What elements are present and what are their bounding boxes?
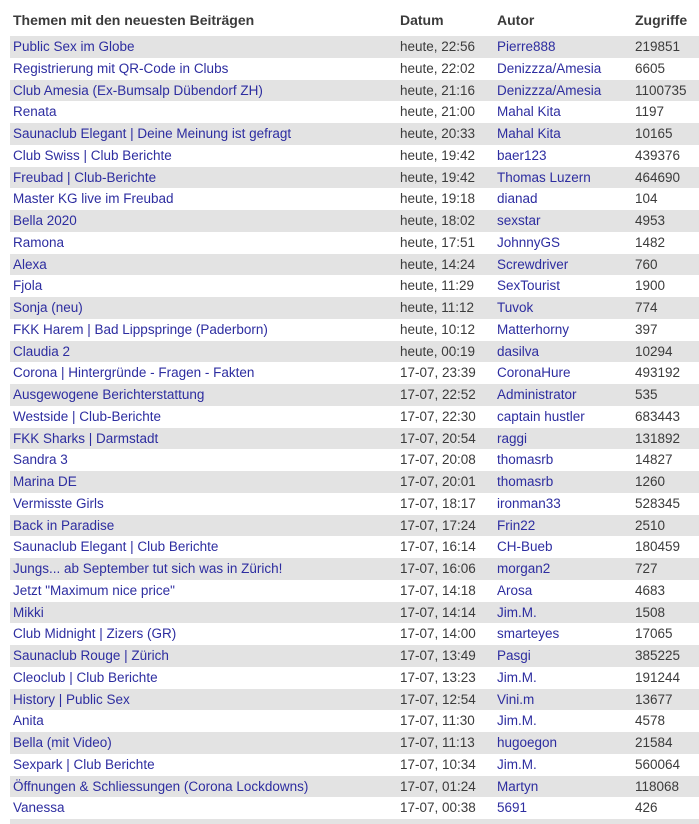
topic-views: 727 xyxy=(635,561,658,576)
topic-link[interactable]: Club Amesia (Ex-Bumsalp Dübendorf ZH) xyxy=(13,82,263,98)
author-link[interactable]: Vini.m xyxy=(497,691,535,707)
topic-views: 683443 xyxy=(635,408,681,424)
topic-link[interactable]: Jungs... ab September tut sich was in Zürich! xyxy=(13,561,283,576)
topic-cell xyxy=(10,580,400,602)
topic-link[interactable]: Public Sex im Globe xyxy=(13,39,135,54)
topic-link[interactable]: Bella (mit Video) xyxy=(13,735,112,750)
column-header-date: Datum xyxy=(400,11,444,28)
author-cell xyxy=(497,341,635,363)
table-row xyxy=(10,710,699,732)
topic-views: 535 xyxy=(635,387,658,402)
topic-cell xyxy=(10,341,400,363)
author-cell xyxy=(497,754,635,776)
topic-link[interactable]: Master KG live im Freubad xyxy=(13,191,174,207)
topic-date: heute, 18:02 xyxy=(400,213,476,228)
author-link[interactable]: CH-Bueb xyxy=(497,539,553,555)
topic-link[interactable]: Registrierung mit QR-Code in Clubs xyxy=(13,60,229,76)
author-cell xyxy=(497,558,635,580)
author-link[interactable]: CoronaHure xyxy=(497,365,571,381)
topic-views: 21584 xyxy=(635,735,673,750)
topic-date: 17-07, 12:54 xyxy=(400,691,476,707)
author-cell xyxy=(497,493,635,515)
topic-cell xyxy=(10,362,400,384)
table-row xyxy=(10,776,699,798)
topic-date: 17-07, 10:34 xyxy=(400,756,476,772)
topic-views: 219851 xyxy=(635,39,681,54)
topic-views: 4578 xyxy=(635,713,666,729)
column-header-author: Autor xyxy=(497,11,535,28)
topic-date: 17-07, 16:14 xyxy=(400,539,476,555)
topic-cell xyxy=(10,493,400,515)
topic-date: 17-07, 18:17 xyxy=(400,495,476,511)
table-row xyxy=(10,341,699,363)
table-row xyxy=(10,297,699,319)
author-link[interactable]: thomasrb xyxy=(497,474,554,489)
author-cell xyxy=(497,602,635,624)
topic-cell xyxy=(10,232,400,254)
table-row xyxy=(10,732,699,754)
author-link[interactable]: ironman33 xyxy=(497,495,561,511)
topic-link[interactable]: Sonja (neu) xyxy=(13,300,83,315)
topic-date: heute, 19:42 xyxy=(400,169,476,185)
topic-views: 10294 xyxy=(635,343,673,359)
topic-cell xyxy=(10,776,400,798)
author-cell xyxy=(497,667,635,689)
topic-views: 14827 xyxy=(635,452,673,468)
author-link[interactable]: Frin22 xyxy=(497,517,536,533)
topic-views: 385225 xyxy=(635,648,681,663)
author-link[interactable]: Arosa xyxy=(497,582,533,598)
author-cell xyxy=(497,623,635,645)
table-row xyxy=(10,493,699,515)
author-link[interactable]: Martyn xyxy=(497,778,539,794)
topic-link[interactable]: Öffnungen & Schliessungen (Corona Lockdowns) xyxy=(13,778,309,794)
topic-views: 4683 xyxy=(635,582,666,598)
topic-date: 17-07, 14:14 xyxy=(400,604,476,620)
topic-cell xyxy=(10,406,400,428)
topic-views: 560064 xyxy=(635,756,681,772)
author-cell xyxy=(497,123,635,145)
author-link[interactable]: hugoegon xyxy=(497,735,558,750)
table-row xyxy=(10,623,699,645)
table-row xyxy=(10,384,699,406)
topic-cell xyxy=(10,558,400,580)
topic-cell xyxy=(10,101,400,123)
author-link[interactable]: Screwdriver xyxy=(497,256,569,272)
topic-date: heute, 22:56 xyxy=(400,39,476,54)
topic-link[interactable]: Sexpark | Club Berichte xyxy=(13,756,155,772)
topic-date: 17-07, 22:52 xyxy=(400,387,476,402)
topic-views: 17065 xyxy=(635,626,673,642)
topic-cell xyxy=(10,536,400,558)
topic-cell xyxy=(10,254,400,276)
topic-date: heute, 11:12 xyxy=(400,300,475,315)
topic-date: 17-07, 20:54 xyxy=(400,430,476,446)
table-row xyxy=(10,210,699,232)
author-cell xyxy=(497,710,635,732)
topic-cell xyxy=(10,797,400,819)
author-link[interactable]: Tuvok xyxy=(497,300,534,315)
topic-cell xyxy=(10,188,400,210)
table-row xyxy=(10,36,699,58)
topic-link[interactable]: Club Swiss | Club Berichte xyxy=(13,147,172,163)
author-cell xyxy=(497,275,635,297)
topic-link[interactable]: Vermisste Girls xyxy=(13,495,104,511)
author-link[interactable]: dianad xyxy=(497,191,538,207)
author-link[interactable]: Thomas Luzern xyxy=(497,169,591,185)
author-link[interactable]: Matterhorny xyxy=(497,321,570,337)
author-link[interactable]: smarteyes xyxy=(497,626,560,642)
author-cell xyxy=(497,515,635,537)
author-link[interactable]: Jim.M. xyxy=(497,669,537,685)
table-row xyxy=(10,797,699,819)
author-cell xyxy=(497,188,635,210)
table-row xyxy=(10,80,699,102)
table-row xyxy=(10,645,699,667)
topic-date: heute, 19:18 xyxy=(400,191,476,207)
table-row xyxy=(10,58,699,80)
topic-views: 191244 xyxy=(635,669,681,685)
topic-date: 17-07, 22:30 xyxy=(400,408,476,424)
topics-table xyxy=(10,0,699,819)
author-link[interactable]: captain hustler xyxy=(497,408,585,424)
topic-views: 4953 xyxy=(635,213,666,228)
table-row xyxy=(10,471,699,493)
topic-link[interactable]: Claudia 2 xyxy=(13,343,71,359)
topic-link[interactable]: Vanessa xyxy=(13,800,65,816)
latest-topics-widget xyxy=(10,0,699,819)
author-cell xyxy=(497,580,635,602)
topic-link[interactable]: FKK Harem | Bad Lippspringe (Paderborn) xyxy=(13,321,268,337)
table-row xyxy=(10,428,699,450)
author-link[interactable]: Denizzza/Amesia xyxy=(497,60,602,76)
author-cell xyxy=(497,36,635,58)
table-row xyxy=(10,167,699,189)
topic-views: 439376 xyxy=(635,147,681,163)
author-cell xyxy=(497,167,635,189)
author-link[interactable]: Jim.M. xyxy=(497,756,537,772)
author-link[interactable]: Mahal Kita xyxy=(497,126,561,141)
topic-link[interactable]: Ramona xyxy=(13,234,65,250)
author-cell xyxy=(497,732,635,754)
topic-cell xyxy=(10,167,400,189)
topic-date: 17-07, 11:13 xyxy=(400,735,475,750)
table-row xyxy=(10,232,699,254)
table-row xyxy=(10,580,699,602)
table-row xyxy=(10,145,699,167)
table-row xyxy=(10,275,699,297)
table-row xyxy=(10,602,699,624)
author-cell xyxy=(497,297,635,319)
table-row xyxy=(10,754,699,776)
author-cell xyxy=(497,776,635,798)
author-link[interactable]: Administrator xyxy=(497,387,577,402)
topic-cell xyxy=(10,449,400,471)
topics-table-body xyxy=(10,36,699,819)
topic-cell xyxy=(10,123,400,145)
table-row xyxy=(10,362,699,384)
table-row xyxy=(10,536,699,558)
author-cell xyxy=(497,471,635,493)
author-link[interactable]: sexstar xyxy=(497,213,541,228)
topic-link[interactable]: Freubad | Club-Berichte xyxy=(13,169,157,185)
author-cell xyxy=(497,428,635,450)
topic-cell xyxy=(10,623,400,645)
topic-cell xyxy=(10,645,400,667)
topic-views: 1100735 xyxy=(635,82,687,98)
column-header-topics: Themen mit den neuesten Beiträgen xyxy=(13,11,255,28)
topic-cell xyxy=(10,710,400,732)
topic-cell xyxy=(10,210,400,232)
topic-date: 17-07, 00:38 xyxy=(400,800,476,816)
topic-views: 464690 xyxy=(635,169,681,185)
topic-date: 17-07, 17:24 xyxy=(400,517,476,533)
author-link[interactable]: Jim.M. xyxy=(497,713,537,729)
topic-cell xyxy=(10,689,400,711)
topic-views: 180459 xyxy=(635,539,681,555)
author-link[interactable]: Pierre888 xyxy=(497,39,556,54)
author-cell xyxy=(497,689,635,711)
author-link[interactable]: dasilva xyxy=(497,343,540,359)
topic-link[interactable]: Marina DE xyxy=(13,474,77,489)
author-cell xyxy=(497,319,635,341)
topic-link[interactable]: Sandra 3 xyxy=(13,452,68,468)
table-row xyxy=(10,101,699,123)
topic-cell xyxy=(10,602,400,624)
topic-views: 131892 xyxy=(635,430,681,446)
topic-date: heute, 10:12 xyxy=(400,321,476,337)
author-link[interactable]: JohnnyGS xyxy=(497,234,561,250)
topic-cell xyxy=(10,297,400,319)
author-cell xyxy=(497,797,635,819)
topic-cell xyxy=(10,428,400,450)
author-link[interactable]: morgan2 xyxy=(497,561,551,576)
topic-views: 493192 xyxy=(635,365,681,381)
topic-views: 2510 xyxy=(635,517,666,533)
topic-cell xyxy=(10,275,400,297)
topic-date: 17-07, 16:06 xyxy=(400,561,476,576)
topic-link[interactable]: Club Midnight | Zizers (GR) xyxy=(13,626,177,642)
author-link[interactable]: SexTourist xyxy=(497,278,561,294)
topic-date: heute, 00:19 xyxy=(400,343,476,359)
topic-link[interactable]: Corona | Hintergründe - Fragen - Fakten xyxy=(13,365,255,381)
table-row xyxy=(10,123,699,145)
topic-date: heute, 14:24 xyxy=(400,256,476,272)
topic-link[interactable]: Fjola xyxy=(13,278,43,294)
topic-date: heute, 20:33 xyxy=(400,126,476,141)
topic-cell xyxy=(10,471,400,493)
table-row xyxy=(10,449,699,471)
author-cell xyxy=(497,232,635,254)
topic-cell xyxy=(10,732,400,754)
topic-link[interactable]: Saunaclub Rouge | Zürich xyxy=(13,648,169,663)
table-header-row xyxy=(10,0,699,36)
table-row xyxy=(10,515,699,537)
topic-date: 17-07, 14:00 xyxy=(400,626,476,642)
topic-link[interactable]: Alexa xyxy=(13,256,47,272)
topic-link[interactable]: Saunaclub Elegant | Deine Meinung ist gefragt xyxy=(13,126,292,141)
topic-views: 13677 xyxy=(635,691,673,707)
table-row xyxy=(10,558,699,580)
topic-link[interactable]: Back in Paradise xyxy=(13,517,115,533)
author-link[interactable]: raggi xyxy=(497,430,528,446)
author-cell xyxy=(497,58,635,80)
topic-views: 1197 xyxy=(635,104,665,120)
table-row xyxy=(10,188,699,210)
author-cell xyxy=(497,645,635,667)
author-link[interactable]: Denizzza/Amesia xyxy=(497,82,602,98)
topic-date: 17-07, 20:01 xyxy=(400,474,476,489)
topic-link[interactable]: History | Public Sex xyxy=(13,691,130,707)
topic-link[interactable]: Mikki xyxy=(13,604,44,620)
topic-cell xyxy=(10,667,400,689)
topic-cell xyxy=(10,384,400,406)
topic-views: 528345 xyxy=(635,495,681,511)
topic-date: heute, 22:02 xyxy=(400,60,476,76)
author-cell xyxy=(497,449,635,471)
author-cell xyxy=(497,536,635,558)
topic-date: 17-07, 11:30 xyxy=(400,713,475,729)
partial-next-row xyxy=(10,819,699,824)
topic-views: 104 xyxy=(635,191,658,207)
author-cell xyxy=(497,80,635,102)
table-row xyxy=(10,319,699,341)
topic-date: heute, 21:16 xyxy=(400,82,476,98)
topic-link[interactable]: Ausgewogene Berichterstattung xyxy=(13,387,205,402)
author-link[interactable]: thomasrb xyxy=(497,452,554,468)
table-row xyxy=(10,254,699,276)
topic-cell xyxy=(10,80,400,102)
topic-link[interactable]: Bella 2020 xyxy=(13,213,77,228)
topic-date: heute, 19:42 xyxy=(400,147,476,163)
topic-views: 10165 xyxy=(635,126,673,141)
topic-link[interactable]: Jetzt "Maximum nice price" xyxy=(13,582,175,598)
topic-views: 118068 xyxy=(635,778,680,794)
author-link[interactable]: baer123 xyxy=(497,147,547,163)
topic-views: 1900 xyxy=(635,278,666,294)
author-cell xyxy=(497,145,635,167)
topic-link[interactable]: Westside | Club-Berichte xyxy=(13,408,162,424)
topic-date: 17-07, 01:24 xyxy=(400,778,476,794)
table-row xyxy=(10,406,699,428)
topic-cell xyxy=(10,58,400,80)
topic-views: 1482 xyxy=(635,234,666,250)
topic-cell xyxy=(10,36,400,58)
topic-date: heute, 11:29 xyxy=(400,278,475,294)
topic-link[interactable]: Anita xyxy=(13,713,44,729)
topic-views: 774 xyxy=(635,300,658,315)
topic-link[interactable]: Saunaclub Elegant | Club Berichte xyxy=(13,539,219,555)
topic-views: 397 xyxy=(635,321,658,337)
author-cell xyxy=(497,384,635,406)
topic-date: 17-07, 13:23 xyxy=(400,669,476,685)
topic-date: heute, 21:00 xyxy=(400,104,476,120)
topic-cell xyxy=(10,754,400,776)
topic-date: 17-07, 20:08 xyxy=(400,452,476,468)
topic-date: heute, 17:51 xyxy=(400,234,476,250)
topic-views: 426 xyxy=(635,800,658,816)
author-cell xyxy=(497,254,635,276)
topic-views: 1508 xyxy=(635,604,666,620)
topic-cell xyxy=(10,515,400,537)
topic-link[interactable]: FKK Sharks | Darmstadt xyxy=(13,430,159,446)
author-cell xyxy=(497,210,635,232)
topic-date: 17-07, 13:49 xyxy=(400,648,476,663)
author-link[interactable]: Jim.M. xyxy=(497,604,537,620)
topic-date: 17-07, 14:18 xyxy=(400,582,476,598)
author-cell xyxy=(497,362,635,384)
table-row xyxy=(10,667,699,689)
author-cell xyxy=(497,101,635,123)
author-link[interactable]: Mahal Kita xyxy=(497,104,561,120)
topic-link[interactable]: Cleoclub | Club Berichte xyxy=(13,669,158,685)
topic-date: 17-07, 23:39 xyxy=(400,365,476,381)
author-link[interactable]: 5691 xyxy=(497,800,528,816)
topic-views: 760 xyxy=(635,256,658,272)
column-header-views: Zugriffe xyxy=(635,11,688,28)
topic-cell xyxy=(10,145,400,167)
table-row xyxy=(10,689,699,711)
topic-cell xyxy=(10,319,400,341)
topic-link[interactable]: Renata xyxy=(13,104,57,120)
author-cell xyxy=(497,406,635,428)
topic-views: 6605 xyxy=(635,60,666,76)
author-link[interactable]: Pasgi xyxy=(497,648,531,663)
topic-views: 1260 xyxy=(635,474,666,489)
